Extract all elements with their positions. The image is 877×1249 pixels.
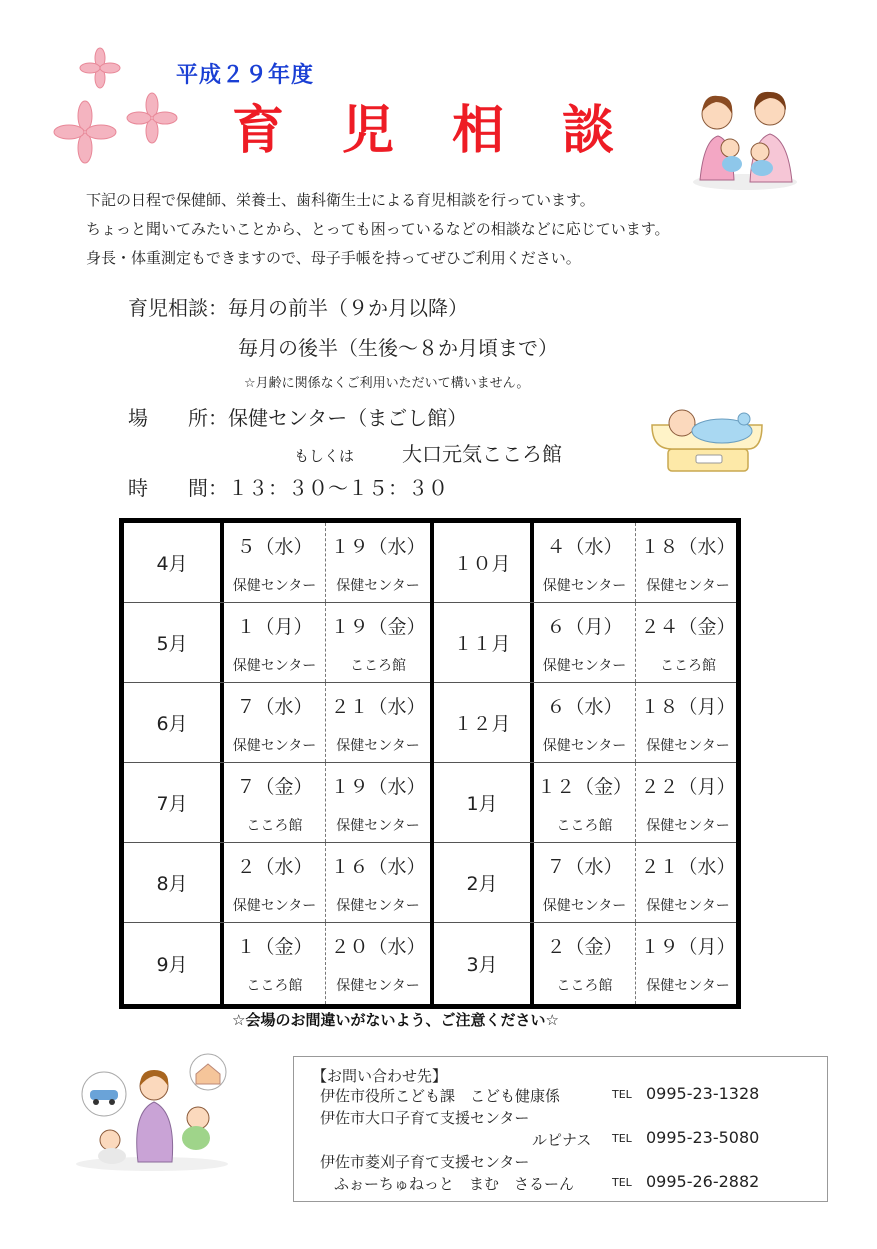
session-date: １８（水） (640, 536, 736, 558)
contact-org-2-sub: ルピナス (532, 1131, 592, 1149)
session-venue: 保健センター (232, 658, 317, 674)
month-label: 2月 (434, 843, 534, 922)
session-date: １９（水） (330, 776, 426, 798)
session-cell (636, 603, 740, 682)
session-venue: 保健センター (232, 738, 317, 754)
month-label: 9月 (124, 923, 224, 1004)
session-venue: 保健センター (542, 738, 627, 754)
session-cell (534, 523, 636, 602)
session-venue: 保健センター (646, 978, 730, 994)
session-venue: こころ館 (246, 978, 303, 994)
session-venue: 保健センター (646, 898, 730, 914)
schedule-first-half (124, 523, 430, 1004)
session-cell (224, 523, 326, 602)
session-cell (326, 603, 430, 682)
time-value: １３：３０～１５：３０ (228, 476, 448, 500)
place-or: もしくは (294, 447, 355, 465)
schedule-row (124, 923, 430, 1004)
session-cell (326, 923, 430, 1004)
session-venue: こころ館 (350, 658, 406, 674)
intro-line: 下記の日程で保健師、栄養士、歯科衛生士による育児相談を行っています。 (86, 191, 595, 209)
session-cell (636, 843, 740, 922)
tel-label: TEL (612, 1132, 632, 1145)
session-cell (534, 763, 636, 842)
schedule-row (434, 923, 736, 1004)
schedule-row (434, 523, 736, 603)
session-venue: 保健センター (542, 658, 627, 674)
contact-tel-3[interactable]: 0995-26-2882 (646, 1172, 760, 1191)
contact-tel-1[interactable]: 0995-23-1328 (646, 1084, 760, 1103)
month-label: １２月 (434, 683, 534, 762)
schedule-row (434, 843, 736, 923)
session-cell (224, 763, 326, 842)
month-label: 1月 (434, 763, 534, 842)
session-date: ６（月） (546, 616, 623, 638)
fiscal-year: 平成２９年度 (176, 63, 315, 88)
session-date: ５（水） (236, 536, 313, 558)
month-label: １１月 (434, 603, 534, 682)
session-date: ７（水） (546, 856, 623, 878)
session-venue: こころ館 (660, 658, 716, 674)
session-date: ２０（水） (330, 936, 426, 958)
month-label: 3月 (434, 923, 534, 1004)
session-venue: 保健センター (336, 578, 420, 594)
session-date: ７（金） (236, 776, 313, 798)
page-title: 育児相談 (232, 101, 673, 161)
session-venue: 保健センター (336, 818, 420, 834)
session-cell (326, 683, 430, 762)
schedule-row (434, 603, 736, 683)
session-date: １２（金） (536, 776, 632, 798)
mothers-babies-illustration (690, 80, 800, 192)
session-cell (326, 843, 430, 922)
session-venue: 保健センター (646, 818, 730, 834)
session-venue: 保健センター (542, 578, 627, 594)
session-venue: 保健センター (336, 898, 420, 914)
schedule-row (434, 683, 736, 763)
schedule-row (124, 603, 430, 683)
place-alt: 大口元気こころ館 (402, 442, 563, 466)
session-date: １６（水） (330, 856, 426, 878)
month-label: 6月 (124, 683, 224, 762)
schedule-row (124, 763, 430, 843)
session-venue: こころ館 (246, 818, 303, 834)
session-cell (224, 923, 326, 1004)
contact-org-3: 伊佐市菱刈子育て支援センター (320, 1153, 530, 1171)
session-cell (534, 683, 636, 762)
tel-label: TEL (612, 1176, 632, 1189)
consult-label: 育児相談： (128, 296, 228, 320)
age-note: ☆月齢に関係なくご利用いただいて構いません。 (244, 376, 530, 391)
session-date: １（金） (236, 936, 313, 958)
month-label: 5月 (124, 603, 224, 682)
mother-children-illustration (72, 1052, 232, 1172)
session-venue: こころ館 (556, 818, 613, 834)
month-label: 7月 (124, 763, 224, 842)
schedule-row (124, 843, 430, 923)
session-venue: こころ館 (556, 978, 613, 994)
session-cell (636, 523, 740, 602)
session-date: １９（水） (330, 536, 426, 558)
place-label: 場 所： (128, 406, 228, 430)
month-label: １０月 (434, 523, 534, 602)
session-date: ７（水） (236, 696, 313, 718)
contact-org-2: 伊佐市大口子育て支援センター (320, 1109, 530, 1127)
session-venue: 保健センター (646, 578, 730, 594)
session-date: ２２（月） (640, 776, 736, 798)
session-venue: 保健センター (646, 738, 730, 754)
month-label: 4月 (124, 523, 224, 602)
session-date: ６（水） (546, 696, 623, 718)
session-cell (224, 843, 326, 922)
consult-line-2: 毎月の後半（生後～８か月頃まで） (238, 336, 558, 360)
intro-line: 身長・体重測定もできますので、母子手帳を持ってぜひご利用ください。 (86, 249, 581, 267)
session-cell (534, 603, 636, 682)
contact-org-3-sub: ふぉーちゅねっと まむ さるーん (334, 1175, 575, 1193)
caution-note: ☆会場のお間違いがないよう、ご注意ください☆ (232, 1011, 559, 1029)
contact-tel-2[interactable]: 0995-23-5080 (646, 1128, 760, 1147)
schedule-second-half (430, 523, 736, 1004)
session-venue: 保健センター (232, 578, 317, 594)
session-date: １９（金） (330, 616, 426, 638)
contact-box (293, 1056, 828, 1202)
session-venue: 保健センター (336, 738, 420, 754)
session-date: １８（月） (640, 696, 736, 718)
tel-label: TEL (612, 1088, 632, 1101)
session-date: ２（水） (236, 856, 313, 878)
session-cell (224, 683, 326, 762)
intro-text (86, 186, 670, 273)
session-date: ４（水） (546, 536, 623, 558)
session-cell (636, 763, 740, 842)
time-label: 時 間： (128, 476, 228, 500)
consult-line-1: 毎月の前半（９か月以降） (228, 296, 468, 320)
schedule-row (124, 683, 430, 763)
session-venue: 保健センター (542, 898, 627, 914)
session-cell (326, 763, 430, 842)
schedule-row (124, 523, 430, 603)
session-cell (224, 603, 326, 682)
month-label: 8月 (124, 843, 224, 922)
schedule-table (119, 518, 741, 1009)
session-date: ２１（水） (640, 856, 736, 878)
session-date: １（月） (236, 616, 313, 638)
baby-scale-illustration (648, 405, 766, 477)
intro-line: ちょっと聞いてみたいことから、とっても困っているなどの相談などに応じています。 (86, 220, 670, 238)
contact-heading: 【お問い合わせ先】 (312, 1067, 448, 1085)
session-cell (534, 923, 636, 1004)
session-cell (326, 523, 430, 602)
session-cell (534, 843, 636, 922)
session-venue: 保健センター (336, 978, 420, 994)
place-value: 保健センター（まごし館） (228, 406, 468, 430)
contact-org-1: 伊佐市役所こども課 こども健康係 (320, 1087, 561, 1105)
session-cell (636, 683, 740, 762)
schedule-row (434, 763, 736, 843)
session-date: １９（月） (640, 936, 736, 958)
session-date: ２（金） (546, 936, 623, 958)
session-venue: 保健センター (232, 898, 317, 914)
session-date: ２１（水） (330, 696, 426, 718)
session-cell (636, 923, 740, 1004)
session-date: ２４（金） (640, 616, 736, 638)
